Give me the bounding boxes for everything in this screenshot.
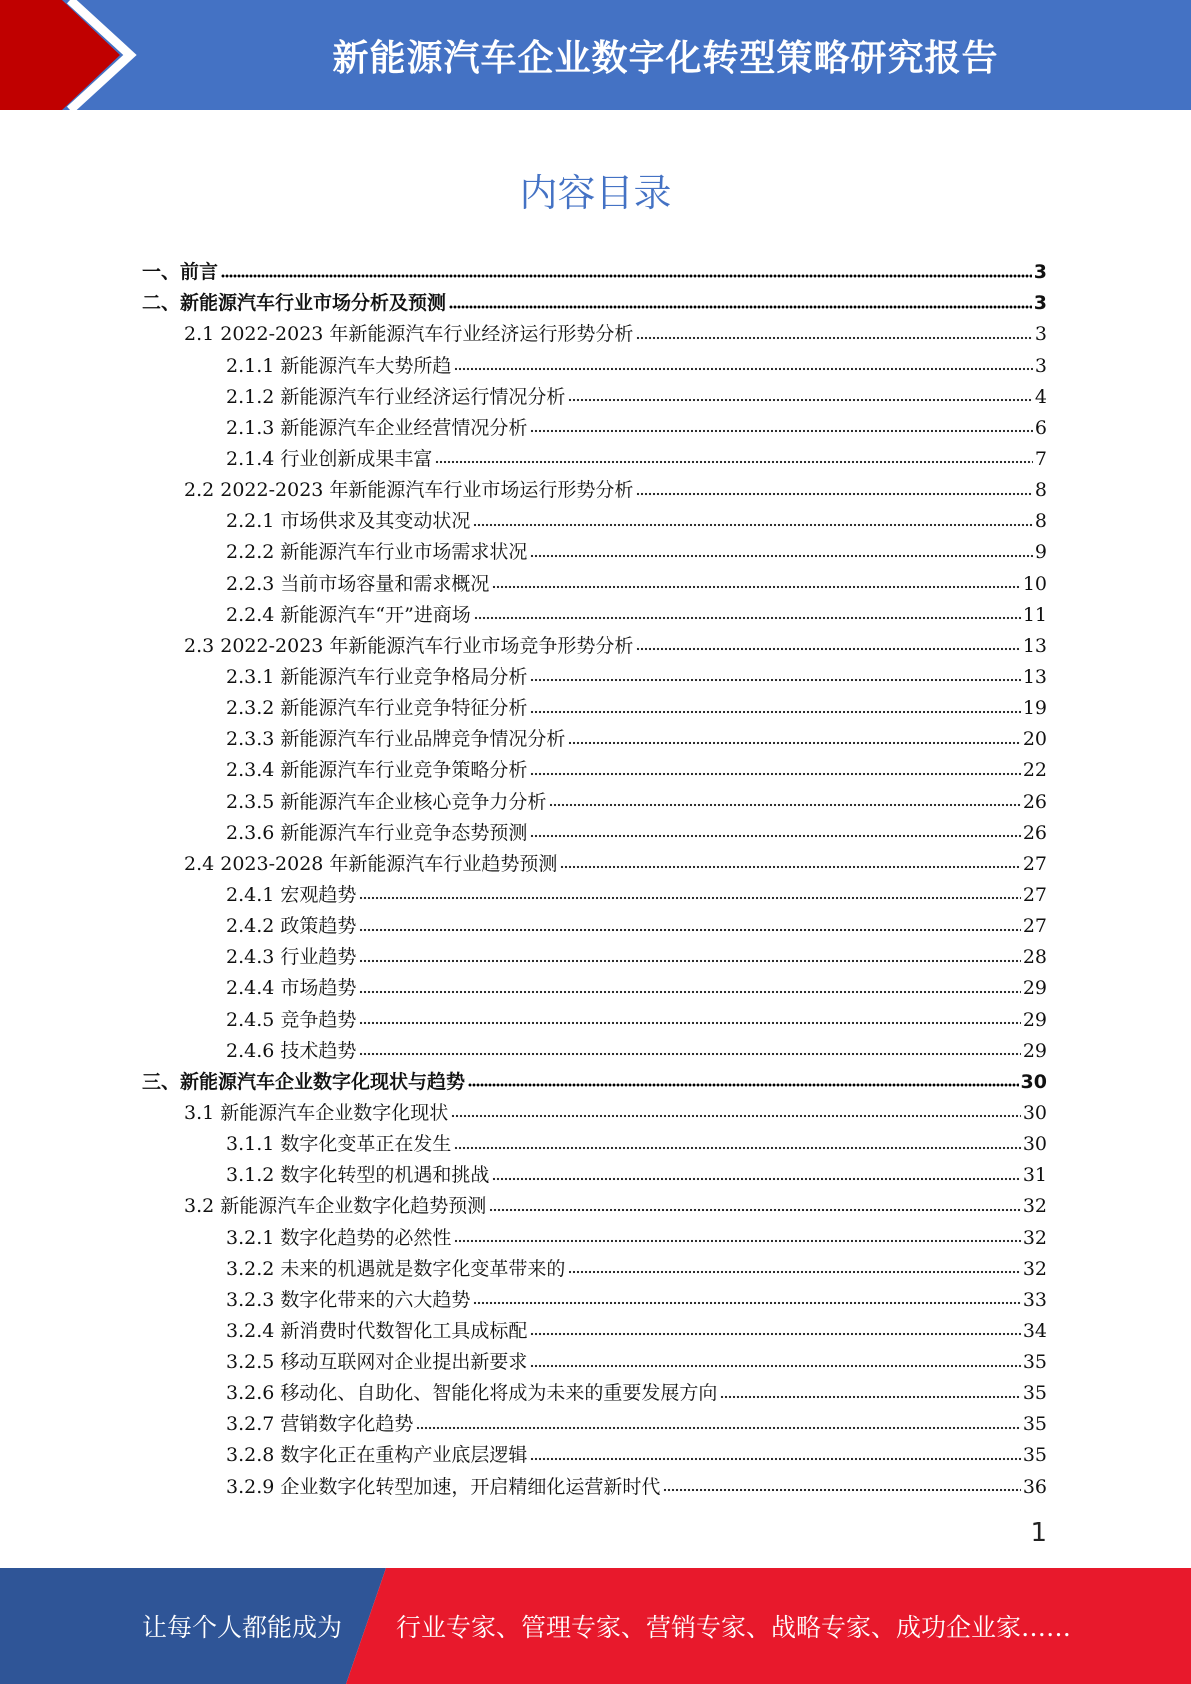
toc-entry-title: 2.3.1 新能源汽车行业竞争格局分析 <box>226 665 528 688</box>
toc-entry[interactable] <box>142 409 1047 440</box>
toc-entry-page: 19 <box>1022 697 1047 720</box>
toc-entry-title: 2.2.1 市场供求及其变动状况 <box>226 510 471 533</box>
toc-dot-leader <box>359 1021 1020 1026</box>
toc-entry-title: 三、新能源汽车企业数字化现状与趋势 <box>142 1070 466 1093</box>
toc-entry-page: 31 <box>1022 1164 1047 1187</box>
toc-entry-page: 11 <box>1022 603 1047 626</box>
report-title: 新能源汽车企业数字化转型策略研究报告 <box>332 37 999 79</box>
toc-entry[interactable] <box>142 502 1047 533</box>
toc-entry[interactable] <box>142 1032 1047 1063</box>
toc-entry[interactable] <box>142 969 1047 1000</box>
toc-entry-page: 3 <box>1034 323 1047 346</box>
toc-entry[interactable] <box>142 1312 1047 1343</box>
toc-dot-leader <box>416 1425 1020 1430</box>
toc-entry-page: 9 <box>1034 541 1047 564</box>
toc-entry-page: 29 <box>1022 1039 1047 1062</box>
toc-entry[interactable] <box>142 907 1047 938</box>
footer-slogan-right: 行业专家、管理专家、营销专家、战略专家、成功企业家…… <box>396 1613 1072 1642</box>
toc-entry-page: 27 <box>1022 915 1047 938</box>
toc-entry-page: 28 <box>1022 946 1047 969</box>
toc-entry-title: 2.4.6 技术趋势 <box>226 1039 357 1062</box>
toc-dot-leader <box>530 1332 1020 1337</box>
toc-entry-title: 2.1.4 行业创新成果丰富 <box>226 447 433 470</box>
toc-entry[interactable] <box>142 1343 1047 1374</box>
toc-dot-leader <box>489 1207 1021 1212</box>
toc-dot-leader <box>636 491 1032 496</box>
toc-dot-leader <box>530 429 1033 434</box>
table-of-contents <box>142 253 1047 1499</box>
toc-entry-title: 2.3.2 新能源汽车行业竞争特征分析 <box>226 697 528 720</box>
toc-entry-page: 3 <box>1033 261 1047 284</box>
toc-entry-page: 34 <box>1022 1319 1047 1342</box>
toc-entry-title: 一、前言 <box>142 261 219 284</box>
toc-entry[interactable] <box>142 689 1047 720</box>
toc-entry-title: 3.2.4 新消费时代数智化工具成标配 <box>226 1319 528 1342</box>
toc-entry-title: 3.2.8 数字化正在重构产业底层逻辑 <box>226 1444 528 1467</box>
toc-dot-leader <box>449 304 1032 309</box>
toc-dot-leader <box>359 927 1020 932</box>
toc-entry-page: 32 <box>1022 1195 1047 1218</box>
toc-entry[interactable] <box>142 1063 1047 1094</box>
toc-dot-leader <box>473 1301 1020 1306</box>
toc-dot-leader <box>530 678 1020 683</box>
toc-entry-page: 30 <box>1022 1101 1047 1124</box>
toc-dot-leader <box>530 1363 1020 1368</box>
toc-entry-page: 26 <box>1022 821 1047 844</box>
toc-entry-title: 2.4.4 市场趋势 <box>226 977 357 1000</box>
toc-entry-page: 30 <box>1020 1070 1047 1093</box>
toc-entry-page: 35 <box>1022 1382 1047 1405</box>
toc-entry[interactable] <box>142 845 1047 876</box>
toc-entry-title: 2.4 2023-2028 年新能源汽车行业趋势预测 <box>184 852 558 875</box>
toc-entry-page: 30 <box>1022 1133 1047 1156</box>
toc-entry-page: 4 <box>1034 385 1047 408</box>
toc-dot-leader <box>454 1239 1020 1244</box>
toc-dot-leader <box>530 709 1020 714</box>
toc-entry-title: 2.2.3 当前市场容量和需求概况 <box>226 572 490 595</box>
toc-entry-page: 29 <box>1022 1008 1047 1031</box>
footer-banner <box>0 1568 1191 1684</box>
toc-dot-leader <box>530 834 1020 839</box>
toc-entry-title: 3.2.2 未来的机遇就是数字化变革带来的 <box>226 1257 566 1280</box>
toc-dot-leader <box>636 335 1032 340</box>
toc-entry[interactable] <box>142 596 1047 627</box>
toc-entry-page: 35 <box>1022 1413 1047 1436</box>
toc-dot-leader <box>451 1114 1021 1119</box>
toc-entry-page: 33 <box>1022 1288 1047 1311</box>
toc-entry-title: 2.3.3 新能源汽车行业品牌竞争情况分析 <box>226 728 566 751</box>
toc-entry[interactable] <box>142 1436 1047 1467</box>
header-chevron-decoration <box>0 0 160 110</box>
toc-entry[interactable] <box>142 1218 1047 1249</box>
toc-entry-page: 13 <box>1022 665 1047 688</box>
toc-dot-leader <box>568 398 1033 403</box>
toc-entry-title: 3.1.2 数字化转型的机遇和挑战 <box>226 1164 490 1187</box>
toc-entry[interactable] <box>142 814 1047 845</box>
toc-entry-page: 3 <box>1034 354 1047 377</box>
toc-entry-title: 2.3.6 新能源汽车行业竞争态势预测 <box>226 821 528 844</box>
toc-dot-leader <box>359 989 1020 994</box>
toc-entry[interactable] <box>142 440 1047 471</box>
toc-dot-leader <box>636 647 1020 652</box>
footer-slogan-left: 让每个人都能成为 <box>142 1613 343 1642</box>
toc-entry-title: 3.2.6 移动化、自助化、智能化将成为未来的重要发展方向 <box>226 1382 718 1405</box>
toc-entry-page: 35 <box>1022 1351 1047 1374</box>
toc-entry[interactable] <box>142 658 1047 689</box>
toc-dot-leader <box>720 1394 1020 1399</box>
toc-entry-page: 27 <box>1022 883 1047 906</box>
toc-entry-title: 2.4.2 政策趋势 <box>226 915 357 938</box>
toc-dot-leader <box>468 1083 1019 1088</box>
toc-entry-title: 3.2 新能源汽车企业数字化趋势预测 <box>184 1195 487 1218</box>
toc-entry-title: 2.1 2022-2023 年新能源汽车行业经济运行形势分析 <box>184 323 634 346</box>
toc-entry-title: 3.2.7 营销数字化趋势 <box>226 1413 414 1436</box>
toc-entry-title: 2.2 2022-2023 年新能源汽车行业市场运行形势分析 <box>184 479 634 502</box>
toc-entry[interactable] <box>142 533 1047 564</box>
toc-entry-title: 3.1.1 数字化变革正在发生 <box>226 1133 452 1156</box>
toc-entry-title: 2.3 2022-2023 年新能源汽车行业市场竞争形势分析 <box>184 634 634 657</box>
toc-entry[interactable] <box>142 284 1047 315</box>
toc-dot-leader <box>359 896 1020 901</box>
toc-dot-leader <box>435 460 1033 465</box>
toc-dot-leader <box>454 1145 1020 1150</box>
toc-heading: 内容目录 <box>519 171 672 215</box>
toc-entry[interactable] <box>142 782 1047 813</box>
toc-entry[interactable] <box>142 1000 1047 1031</box>
toc-entry-title: 2.3.4 新能源汽车行业竞争策略分析 <box>226 759 528 782</box>
toc-entry-title: 2.4.5 竞争趋势 <box>226 1008 357 1031</box>
toc-entry-page: 29 <box>1022 977 1047 1000</box>
toc-entry-page: 13 <box>1022 634 1047 657</box>
toc-entry[interactable] <box>142 938 1047 969</box>
toc-entry-title: 3.2.1 数字化趋势的必然性 <box>226 1226 452 1249</box>
toc-dot-leader <box>530 1456 1020 1461</box>
toc-entry-page: 6 <box>1034 416 1047 439</box>
toc-entry-title: 2.1.2 新能源汽车行业经济运行情况分析 <box>226 385 566 408</box>
toc-entry[interactable] <box>142 564 1047 595</box>
toc-entry-page: 8 <box>1034 510 1047 533</box>
page-number: 1 <box>1030 1518 1047 1548</box>
toc-entry[interactable] <box>142 315 1047 346</box>
toc-entry-page: 20 <box>1022 728 1047 751</box>
toc-entry-page: 32 <box>1022 1257 1047 1280</box>
toc-entry-page: 7 <box>1034 447 1047 470</box>
toc-entry[interactable] <box>142 253 1047 284</box>
toc-entry-page: 22 <box>1022 759 1047 782</box>
toc-dot-leader <box>492 1176 1020 1181</box>
toc-entry[interactable] <box>142 876 1047 907</box>
toc-entry-title: 2.3.5 新能源汽车企业核心竞争力分析 <box>226 790 547 813</box>
toc-entry[interactable] <box>142 378 1047 409</box>
toc-entry[interactable] <box>142 1125 1047 1156</box>
toc-entry[interactable] <box>142 751 1047 782</box>
toc-dot-leader <box>568 1270 1020 1275</box>
toc-entry-page: 32 <box>1022 1226 1047 1249</box>
toc-entry[interactable] <box>142 1187 1047 1218</box>
toc-dot-leader <box>549 803 1020 808</box>
toc-entry-page: 35 <box>1022 1444 1047 1467</box>
toc-entry[interactable] <box>142 720 1047 751</box>
toc-entry[interactable] <box>142 1467 1047 1498</box>
toc-dot-leader <box>359 958 1020 963</box>
toc-dot-leader <box>359 1052 1020 1057</box>
toc-entry-title: 3.2.5 移动互联网对企业提出新要求 <box>226 1351 528 1374</box>
toc-entry-page: 26 <box>1022 790 1047 813</box>
toc-entry-page: 36 <box>1022 1475 1047 1498</box>
toc-dot-leader <box>530 553 1033 558</box>
toc-dot-leader <box>221 273 1032 278</box>
toc-entry-page: 10 <box>1022 572 1047 595</box>
toc-entry[interactable] <box>142 1156 1047 1187</box>
toc-entry-title: 2.2.4 新能源汽车“开”进商场 <box>226 603 471 626</box>
toc-entry[interactable] <box>142 1374 1047 1405</box>
toc-entry-title: 2.1.3 新能源汽车企业经营情况分析 <box>226 416 528 439</box>
toc-entry[interactable] <box>142 1250 1047 1281</box>
toc-entry-title: 3.2.9 企业数字化转型加速，开启精细化运营新时代 <box>226 1475 661 1498</box>
toc-dot-leader <box>474 616 1021 621</box>
toc-entry[interactable] <box>142 1405 1047 1436</box>
toc-entry[interactable] <box>142 627 1047 658</box>
toc-entry[interactable] <box>142 346 1047 377</box>
toc-entry-title: 二、新能源汽车行业市场分析及预测 <box>142 292 447 315</box>
toc-entry-page: 3 <box>1033 292 1047 315</box>
toc-entry[interactable] <box>142 1094 1047 1125</box>
toc-entry[interactable] <box>142 1281 1047 1312</box>
toc-dot-leader <box>530 771 1020 776</box>
toc-entry-title: 2.2.2 新能源汽车行业市场需求状况 <box>226 541 528 564</box>
toc-dot-leader <box>568 740 1020 745</box>
toc-dot-leader <box>473 522 1033 527</box>
toc-entry-title: 2.4.3 行业趋势 <box>226 946 357 969</box>
toc-entry-title: 3.2.3 数字化带来的六大趋势 <box>226 1288 471 1311</box>
header-banner <box>0 0 1191 110</box>
toc-entry-page: 27 <box>1022 852 1047 875</box>
toc-entry[interactable] <box>142 471 1047 502</box>
toc-dot-leader <box>492 585 1020 590</box>
toc-entry-title: 2.1.1 新能源汽车大势所趋 <box>226 354 452 377</box>
toc-dot-leader <box>560 865 1020 870</box>
toc-entry-page: 8 <box>1034 479 1047 502</box>
toc-dot-leader <box>454 367 1033 372</box>
toc-dot-leader <box>663 1488 1020 1493</box>
toc-entry-title: 2.4.1 宏观趋势 <box>226 883 357 906</box>
toc-entry-title: 3.1 新能源汽车企业数字化现状 <box>184 1101 449 1124</box>
